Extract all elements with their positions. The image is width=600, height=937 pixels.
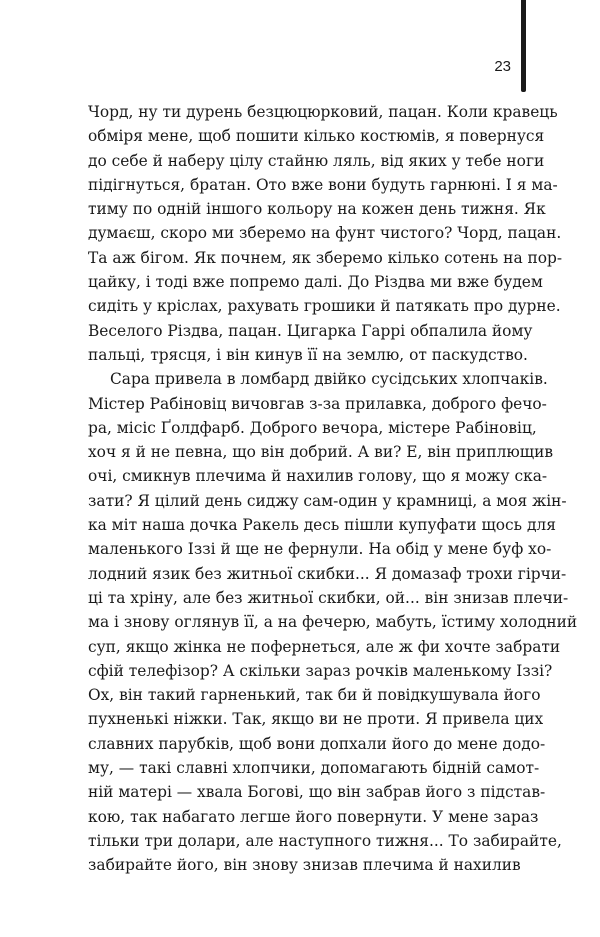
text-line: ка міт наша дочка Ракель десь пішли купуфати щось для	[88, 516, 556, 535]
text-line: пухненькі ніжки. Так, якщо ви не проти. Я привела цих	[88, 710, 544, 729]
text-line: обміря мене, щоб пошити кілько костюмів, я повернуся	[88, 127, 545, 146]
text-line: думаєш, скоро ми зберемо на фунт чистого? Чорд, пацан.	[88, 224, 562, 243]
text-line: Веселого Різдва, пацан. Цигарка Гаррі обпалила йому	[88, 321, 533, 340]
text-line: Сара привела в ломбард двійко сусідських хлопчаків.	[110, 370, 548, 389]
text-line: му, — такі славні хлопчики, допомагають бідній самот-	[88, 759, 540, 778]
text-line: очі, смикнув плечима й нахилив голову, що я можу ска-	[88, 467, 548, 486]
paragraph-1	[88, 100, 563, 367]
body-text	[88, 100, 578, 878]
text-line: лодний язик без житньої скибки... Я домазаф трохи гірчи-	[88, 564, 567, 583]
text-line: сфій телефізор? А скільки зараз рочків маленькому Іззі?	[88, 661, 553, 680]
text-line: забирайте його, він знову знизав плечима й нахилив	[88, 856, 521, 875]
text-line: тільки три долари, але наступного тижня... То забирайте,	[88, 831, 562, 850]
text-line: ній матері — хвала Богові, що він забрав його з підстав-	[88, 783, 546, 802]
text-line: Ох, він такий гарненький, так би й повідкушувала його	[88, 686, 541, 705]
text-line: сидіть у кріслах, рахувать грошики й патякать про дурне.	[88, 297, 561, 316]
text-line: ра, місіс Ґолдфарб. Доброго вечора, містере Рабіновіц,	[88, 418, 537, 437]
text-line: підігнуться, братан. Ото вже вони будуть гарнюні. І я ма-	[88, 175, 558, 194]
text-line: ці та хріну, але без житньої скибки, ой... він знизав плечи-	[88, 588, 569, 607]
text-line: цайку, і тоді вже попремо далі. До Різдва ми вже будем	[88, 273, 543, 292]
page-number: 23	[494, 58, 511, 75]
text-line: Та аж бігом. Як почнем, як зберемо кілько сотень на пор-	[88, 248, 563, 267]
text-line: суп, якщо жінка не пофернеться, але ж фи хочте забрати	[88, 637, 561, 656]
paragraph-2	[88, 367, 578, 877]
text-line: до себе й наберу цілу стайню ляль, від яких у тебе ноги	[88, 151, 545, 170]
text-line: славних парубків, щоб вони допхали його до мене додо-	[88, 734, 546, 753]
page-edge-marker	[521, 0, 526, 92]
text-line: кою, так набагато легше його повернути. У мене зараз	[88, 807, 539, 826]
text-line: хоч я й не певна, що він добрий. А ви? Е, він приплющив	[88, 443, 554, 462]
text-line: пальці, трясця, і він кинув її на землю, от паскудство.	[88, 345, 528, 364]
text-line: тиму по одній іншого кольору на кожен день тижня. Як	[88, 200, 546, 219]
text-line: Містер Рабіновіц вичовгав з-за прилавка, доброго фечо-	[88, 394, 547, 413]
text-line: маленького Іззі й ще не фернули. На обід у мене буф хо-	[88, 540, 552, 559]
text-line: Чорд, ну ти дурень безцюцюрковий, пацан. Коли кравець	[88, 103, 558, 121]
text-line: ма і знову оглянув її, а на фечерю, мабуть, їстиму холодний	[88, 613, 578, 632]
text-line: зати? Я цілий день сиджу сам-один у крамниці, а моя жін-	[88, 491, 567, 510]
